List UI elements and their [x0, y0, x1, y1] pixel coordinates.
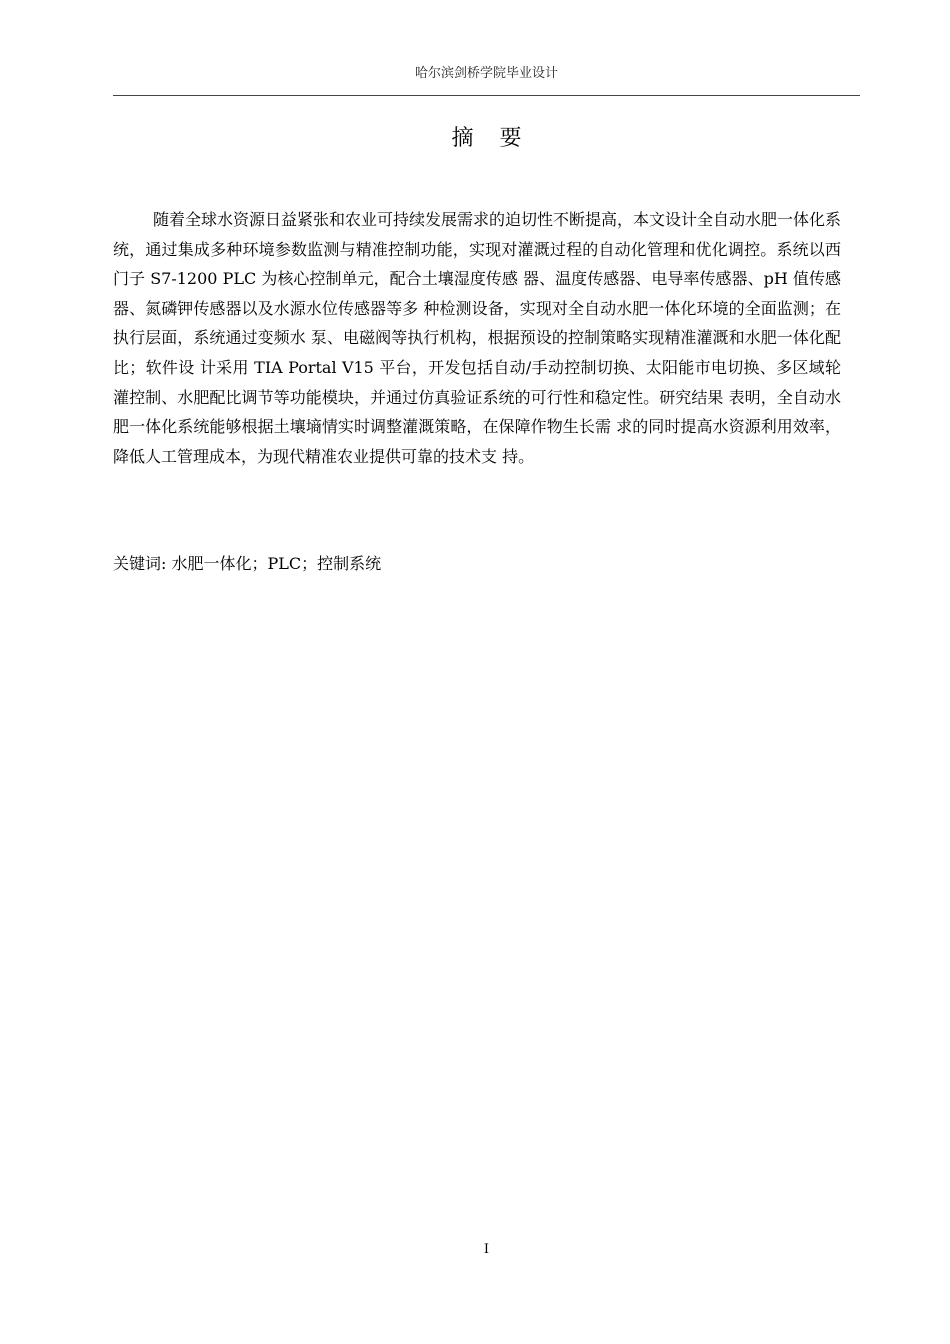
keywords-label: 关键词: [113, 554, 162, 573]
abstract-title: 摘要: [451, 126, 548, 151]
keywords-line: [113, 550, 841, 578]
header-divider: [113, 95, 860, 96]
running-header: 哈尔滨剑桥学院毕业设计: [414, 66, 558, 81]
page-number: I: [483, 1242, 490, 1257]
keywords-value: 水肥一体化；PLC；控制系统: [171, 554, 382, 573]
keywords-separator: :: [161, 554, 172, 573]
abstract-body: 随着全球水资源日益紧张和农业可持续发展需求的迫切性不断提高，本文设计全自动水肥一体化系统，通过集成多种环境参数监测与精准控制功能，实现对灌溉过程的自动化管理和优化调控。系统以西门子 S7-1200 PLC 为核心控制单元，配合土壤湿度传感 器、温度传感器、电导率传感器、pH 值传感器、氮磷钾传感器以及水源水位传感器等多 种检测设备，实现对全自动水肥一体化环境的全面监测；在执行层面，系统通过变频水 泵、电磁阀等执行机构，根据预设的控制策略实现精准灌溉和水肥一体化配比；软件设 计采用 TIA Portal V15 平台，开发包括自动/手动控制切换、太阳能市电切换、多区域轮 灌控制、水肥配比调节等功能模块，并通过仿真验证系统的可行性和稳定性。研究结果 表明，全自动水肥一体化系统能够根据土壤墒情实时调整灌溉策略，在保障作物生长需 求的同时提高水资源利用效率，降低人工管理成本，为现代精准农业提供可靠的技术支 持。: [113, 210, 842, 466]
